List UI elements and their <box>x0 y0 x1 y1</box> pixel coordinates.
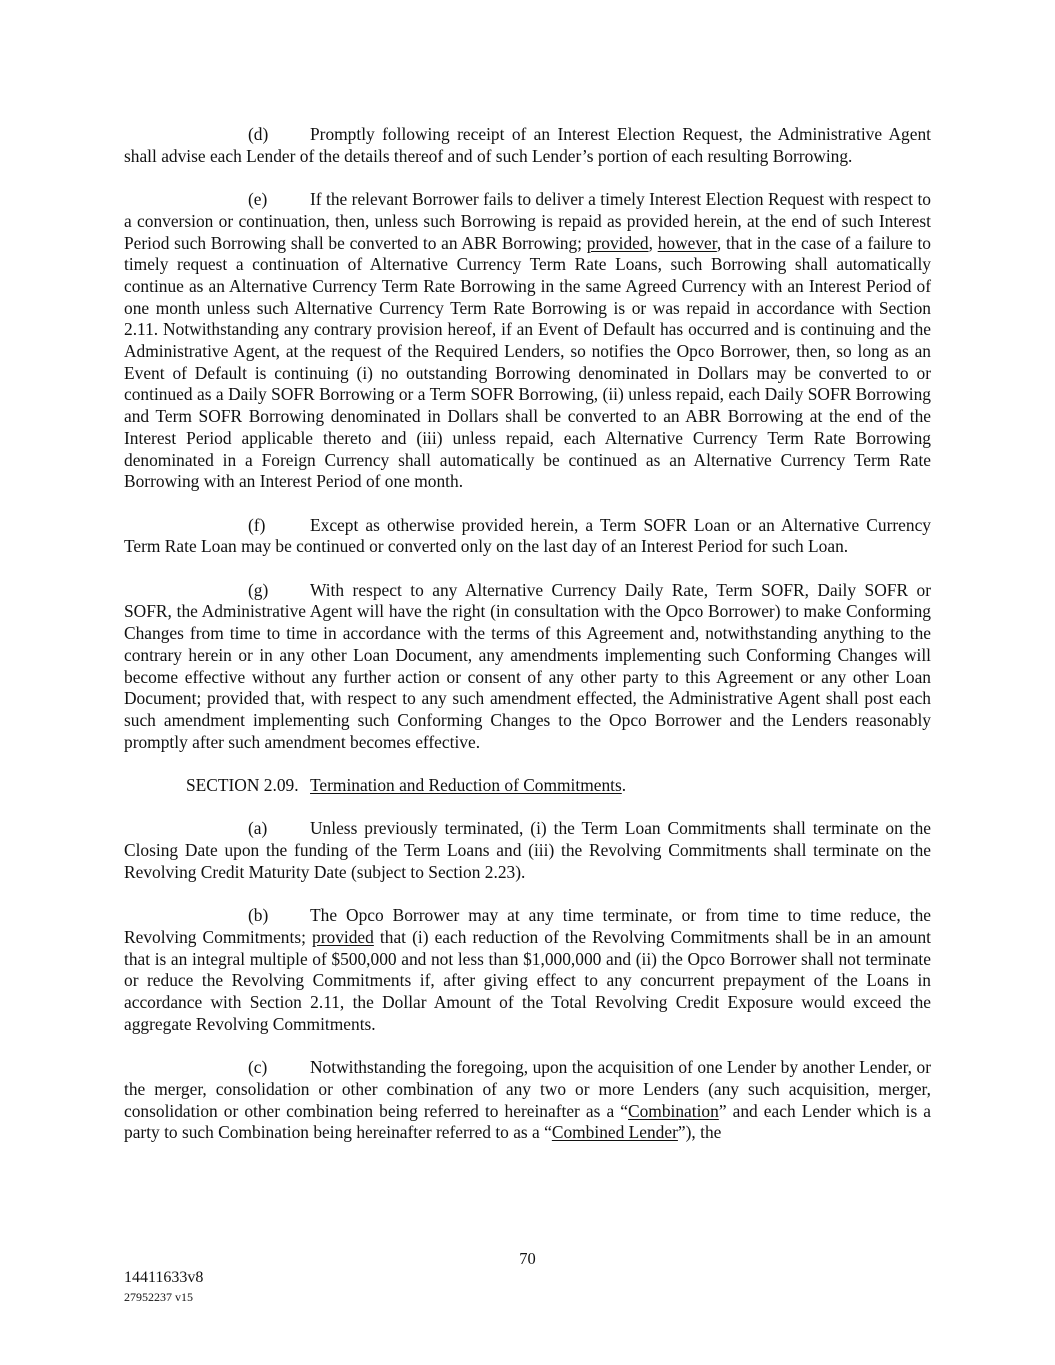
paragraph-text: The Opco Borrower may at any time terminate, or from time to time reduce, the Revolving Commitments; <box>124 905 931 947</box>
section-heading <box>124 775 931 797</box>
paragraph-text: , that in the case of a failure to timely request a continuation of Alternative Currency Term Rate Loans, such Borrowing shall automatically continue as an Alternative Currency Term Rate Borrowing in the same Agreed Currency with an Interest Period of one month unless such Alternative Currency Term Rate Borrowing is or was repaid in accordance with Section 2.11. Notwithstanding any contrary provision hereof, if an Event of Default has occurred and is continuing and the Administrative Agent, at the request of the Required Lenders, so notifies the Opco Borrower, then, so long as an Event of Default is continuing (i) no outstanding Borrowing denominated in Dollars may be converted to or continued as a Daily SOFR Borrowing or a Term SOFR Borrowing, (ii) unless repaid, each Daily SOFR Borrowing and Term SOFR Borrowing denominated in Dollars shall be converted to an ABR Borrowing at the end of the Interest Period applicable thereto and (iii) unless repaid, each Alternative Currency Term Rate Borrowing denominated in a Foreign Currency shall automatically be continued as an Alternative Currency Term Rate Borrowing with an Interest Period of one month. <box>124 232 932 492</box>
paragraph-label: (f) <box>248 514 266 535</box>
paragraph-label: (g) <box>248 579 269 600</box>
section-title-period: . <box>621 775 627 796</box>
defined-term-combination: Combination <box>628 1100 719 1121</box>
paragraph-label: (e) <box>248 189 268 210</box>
page-number: 70 <box>519 1249 536 1268</box>
paragraph-label: (a) <box>248 818 268 839</box>
paragraph-c <box>124 1057 931 1144</box>
paragraph-label: (d) <box>248 124 269 144</box>
paragraph-text: Notwithstanding the foregoing, upon the acquisition of one Lender by another Lender, or the merger, consolidation or other combination of any two or more Lenders (any such acquisition, merger, consolidation or other combination being referred to hereinafter as a “ <box>124 1057 931 1121</box>
paragraph-f <box>124 515 931 558</box>
paragraph-text: that (i) each reduction of the Revolving Commitments shall be in an amount that is an integral multiple of $500,000 and not less than $1,000,000 and (ii) the Opco Borrower shall not terminate or reduce the Revolving Commitments if, after giving effect to any concurrent prepayment of the Loans in accordance with Section 2.11, the Dollar Amount of the Total Revolving Credit Exposure would exceed the aggregate Revolving Commitments. <box>124 926 931 1034</box>
paragraph-text: ”), the <box>677 1122 722 1143</box>
paragraph-d <box>124 124 931 167</box>
paragraph-text: If the relevant Borrower fails to deliver a timely Interest Election Request with respect to a conversion or continuation, then, unless such Borrowing is repaid as provided herein, at the end of such Interest Period such Borrowing shall be converted to an ABR Borrowing; <box>124 189 931 253</box>
defined-term-provided: provided <box>586 232 649 253</box>
defined-term-combined-lender: Combined Lender <box>551 1122 678 1143</box>
paragraph-text: Promptly following receipt of an Interest Election Request, the Administrative Agent shall advise each Lender of the details thereof and of such Lender’s portion of each resulting Borrowing. <box>124 124 931 166</box>
section-title: Termination and Reduction of Commitments <box>310 775 622 796</box>
paragraph-text: , <box>648 232 658 253</box>
paragraph-e <box>124 189 931 493</box>
paragraph-text: ” and each Lender which is a party to such Combination being hereinafter referred to as a “ <box>124 1100 932 1143</box>
paragraph-g <box>124 580 931 754</box>
document-body <box>124 124 931 1166</box>
document-id-secondary: 27952237 v15 <box>124 1290 193 1304</box>
paragraph-label: (c) <box>248 1057 268 1078</box>
paragraph-label: (b) <box>248 905 269 926</box>
paragraph-text: Except as otherwise provided herein, a Term SOFR Loan or an Alternative Currency Term Rate Loan may be continued or converted only on the last day of an Interest Period for such Loan. <box>124 514 931 557</box>
paragraph-text: Unless previously terminated, (i) the Term Loan Commitments shall terminate on the Closing Date upon the funding of the Term Loans and (iii) the Revolving Commitments shall terminate on the Revolving Credit Maturity Date (subject to Section 2.23). <box>124 818 931 882</box>
document-id-primary: 14411633v8 <box>124 1269 204 1286</box>
paragraph-b <box>124 905 931 1035</box>
paragraph-text: With respect to any Alternative Currency Daily Rate, Term SOFR, Daily SOFR or SOFR, the Administrative Agent will have the right (in consultation with the Opco Borrower) to make Conforming Changes from time to time in accordance with the terms of this Agreement and, notwithstanding anything to the contrary herein or in any other Loan Document, any amendments implementing such Conforming Changes will become effective without any further action or consent of any other party to this Agreement or any other Loan Document; provided that, with respect to any such amendment effected, the Administrative Agent shall post each such amendment implementing such Conforming Changes to the Opco Borrower and the Lenders reasonably promptly after such amendment becomes effective. <box>124 579 931 752</box>
section-number: SECTION 2.09. <box>186 775 299 796</box>
defined-term-however: however <box>657 232 717 253</box>
paragraph-a <box>124 818 931 883</box>
defined-term-provided: provided <box>312 926 374 947</box>
